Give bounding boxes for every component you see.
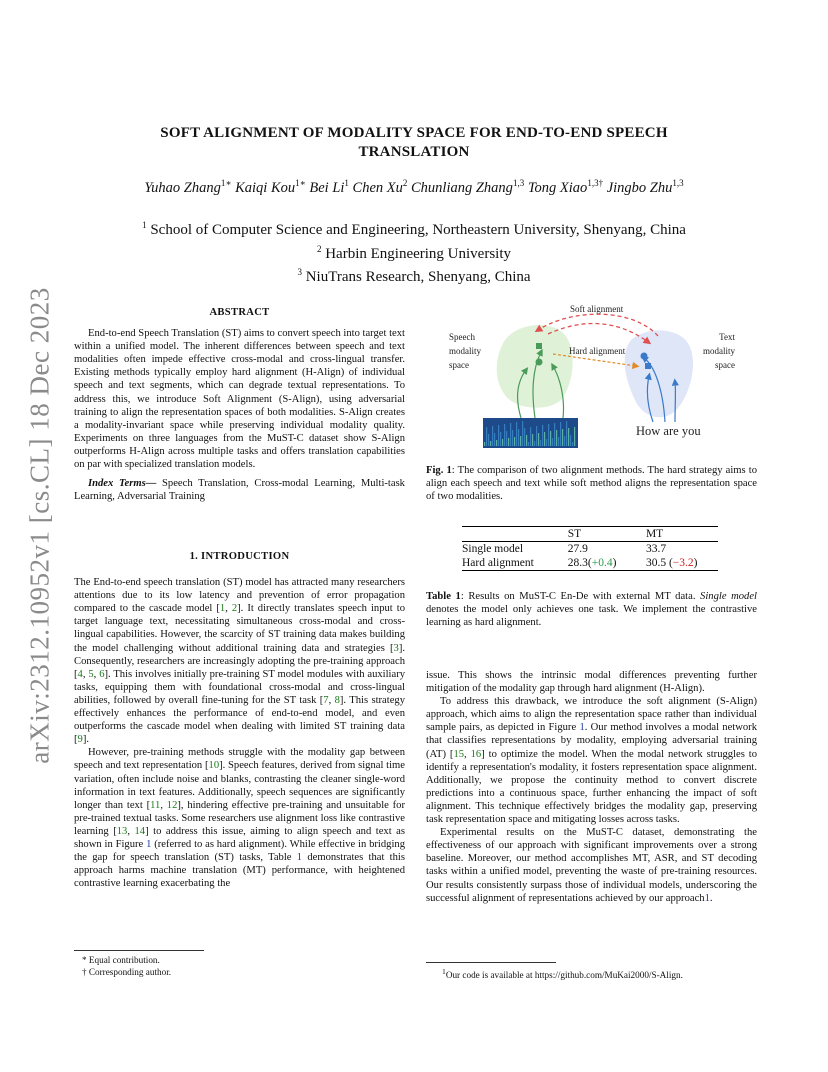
citation-link[interactable]: 10 [208,760,220,772]
spectrogram-stripe [528,442,529,446]
spectrogram-stripe [504,424,505,446]
spectrogram-stripe [566,421,567,446]
spectrogram-stripe [524,428,525,446]
citation-link[interactable]: 3 [393,642,399,654]
index-terms-text: Speech Translation, Cross-modal Learning, Multi-task Learning, Adversarial Training [74,478,405,503]
text-modality-region [625,330,693,417]
spectrogram-stripe [548,424,549,446]
footnote-text: Corresponding author. [86,967,172,977]
speech-modality-space-label [449,330,481,372]
table-row [462,556,718,571]
how-are-you-label: How are you [636,424,701,438]
citation-link[interactable]: 7 [323,694,329,706]
spectrogram-stripe [534,441,535,446]
spectrogram-stripe [572,442,573,446]
speech-spectrogram [483,418,578,448]
introduction-section [74,550,405,890]
speech-space-word: modality [449,346,481,356]
spectrogram-stripe [506,431,507,446]
affiliation-mark: 2 [316,243,322,254]
table-1-caption-text-1: : Results on MuST-C En-De with external MT data. [460,591,701,602]
affiliation-line [100,263,728,287]
speech-node-square [536,343,542,349]
spectrogram-stripe [570,435,571,446]
soft-alignment-label: Soft alignment [570,304,624,314]
citation-link[interactable]: 5 [88,668,94,680]
spectrogram-stripe [512,430,513,446]
author-list [80,178,748,197]
citation-link[interactable]: 9 [77,734,83,746]
author-name: Bei Li [309,179,345,196]
author-name: Chen Xu [352,179,403,196]
table-1-mt-cell: 30.5 (−3.2) [645,557,698,569]
table-1-st-cell: 28.3(+0.4) [567,557,617,569]
footnote-rule-left [74,950,204,951]
author-mark: 1∗ [220,178,232,188]
affiliation-text: School of Computer Science and Engineering, Northeastern University, Shenyang, China [146,222,686,238]
spectrogram-stripe [568,428,569,446]
figure-1-caption-label: Fig. 1 [426,465,452,476]
footnote-mark: † [82,967,87,977]
spectrogram-stripe [554,423,555,446]
figure-1-caption-text: : The comparison of two alignment methods. The hard strategy aims to align each speech and text while soft method aligns the representation space of two modalities. [426,465,757,503]
author-mark: 1∗ [295,178,306,188]
table-1-st-cell: 27.9 [567,543,588,555]
spectrogram-stripe [546,439,547,446]
spectrogram-stripe [574,427,575,446]
spectrogram-stripe [514,437,515,446]
table-1-body [462,542,718,571]
figure-1 [443,300,743,450]
table-1 [462,526,718,571]
spectrogram-stripe [488,434,489,446]
table-1-mt-cell: 33.7 [645,543,667,555]
intro-paragraph-2: However, pre-training methods struggle with the modality gap between speech and text representation [10]. Speech features, derived from signal time variation, often include noise and blanks, contrasting the cleaner single-word information in text features. Additionally, speech sequences are significantly longer than text [11, 12], hindering effective pre-training and unsuitable for pre-trained textual tasks. Some researchers use alignment loss like contrastive learning [13, 14] to address this issue, aiming to align speech and text as shown in Figure 1 (referred to as hard alignment). While effective in bridging the gap for speech translation (ST) tasks, Table 1 demonstrates that this approach harms machine translation (MT) performance, with heightened contrastive learning exacerbating the [74,747,405,890]
author-mark: 1,3† [587,178,604,188]
spectrogram-stripe [530,427,531,446]
footnote-right-text: Our code is available at https://github.com/MuKai2000/S-Align. [445,970,683,981]
footnote-left-line [82,954,402,966]
spectrogram-stripe [522,421,523,446]
affiliation-line [100,216,728,240]
arxiv-stamp[interactable] [20,286,60,764]
text-node-circle [641,353,648,360]
text-space-word: modality [703,346,735,356]
arxiv-stamp-text: arXiv:2312.10952v1 [cs.CL] 18 Dec 2023 [24,286,55,764]
text-space-word: Text [719,332,735,342]
table-row [462,542,718,557]
citation-link[interactable]: 15 [453,748,465,760]
citation-link[interactable]: 14 [134,825,146,837]
right-paragraph-3: Experimental results on the MuST-C dataset, demonstrating the effectiveness of our approach with significant improvements over a strong baseline. Moreover, our method accomplishes MT, ASR, and ST decoding tasks within a unified model, preventing the waste of pre-training resources. Our results consistently surpass those of individual models, underscoring the successful alignment of representations achieved by our approach1. [426,827,757,904]
spectrogram-stripe [550,431,551,446]
spectrogram-stripe [564,436,565,446]
footnotes-left [82,954,402,978]
spectrogram-stripe [484,442,485,446]
citation-link[interactable]: 8 [334,694,340,706]
right-column-body [426,669,757,905]
table-1-caption-label: Table 1 [426,591,461,602]
index-terms-label: Index Terms— [88,478,157,490]
reference-link[interactable]: 1 [296,852,303,864]
text-space-word: space [715,360,735,370]
citation-link[interactable]: 11 [150,799,161,811]
spectrogram-stripe [562,429,563,446]
spectrogram-stripe [542,425,543,446]
footnote-left-line [82,966,402,978]
affiliation-mark: 1 [142,220,147,230]
author-mark: 1,3 [672,178,684,188]
abstract-heading: ABSTRACT [209,307,270,318]
reference-link[interactable]: 1 [579,722,585,734]
introduction-heading: 1. INTRODUCTION [189,551,290,562]
spectrogram-stripe [558,437,559,446]
citation-link[interactable]: 6 [99,668,105,680]
st-delta: +0.4 [591,557,613,569]
affiliation-text: Harbin Engineering University [321,245,512,262]
speech-space-word: Speech [449,332,475,342]
spectrogram-stripe [526,435,527,446]
right-paragraph-1: issue. This shows the intrinsic modal differences preventing further mitigation of the modality gap through hard alignment (H-Align). [426,670,757,695]
table-1-caption [426,590,757,629]
figure-1-caption [426,464,757,503]
spectrogram-stripe [552,438,553,446]
author-name: Kaiqi Kou [235,179,296,196]
index-terms [74,477,405,503]
author-name: Jingbo Zhu [606,179,673,196]
spectrogram-stripe [544,432,545,446]
table-1-caption-text-2: denotes the model only achieves one task. We implement the contrastive learning as hard alignment. [426,604,757,629]
spectrogram-stripe [540,440,541,446]
speech-space-word: space [449,360,469,370]
citation-link[interactable]: 2 [231,603,238,615]
spectrogram-stripe [520,436,521,446]
spectrogram-stripe [560,422,561,446]
spectrogram-stripe [492,426,493,446]
spectrogram-stripe [532,434,533,446]
spectrogram-stripe [516,422,517,446]
text-modality-space-label [699,330,735,372]
footnote-mark: * [82,955,87,965]
footnote-rule-right [426,962,556,963]
table-1-column-header: MT [645,528,664,540]
reference-link[interactable]: 1 [146,838,152,850]
spectrogram-stripe [556,430,557,446]
citation-link[interactable]: 1 [219,603,226,615]
table-1-column-header [462,527,558,542]
citation-link[interactable]: 16 [470,748,482,760]
author-name: Yuhao Zhang [144,179,221,196]
hard-alignment-label: Hard alignment [569,346,626,356]
intro-paragraph-1: The End-to-end speech translation (ST) model has attracted many researchers attentions due to its low latency and prevention of error propagation compared to the cascade model [1, 2]. It directly translates speech input to target language text, necessitating simultaneous cross-modal and cross-lingual capabilities. However, the scarcity of ST training data makes building the model challenging without additional training data and strategies [3]. Consequently, researchers are increasingly adopting the pre-training approach [4, 5, 6]. This involves initially pre-training ST model modules with auxiliary tasks, equipping them with foundational cross-modal and cross-lingual abilities, followed by overall fine-tuning for the ST task [7, 8]. This strategy effectively enhances the performance of end-to-end model, and even outperforms the cascade model when dealing with limited ST training data [9]. [74,577,406,746]
table-1-header-row [462,527,718,542]
spectrogram-stripe [500,432,501,446]
spectrogram-stripe [498,425,499,446]
spectrogram-stripe [508,438,509,446]
spectrogram-stripe [486,427,487,446]
spectrogram-stripe [502,439,503,446]
affiliation-mark: 3 [297,267,302,277]
affiliations [100,216,728,287]
footnote-right [442,966,762,981]
citation-link[interactable]: 13 [116,825,128,837]
author-mark: 1 [344,178,349,188]
table-1-row-label: Hard alignment [462,557,534,569]
footnote-text: Equal contribution. [86,955,160,965]
author-name: Tong Xiao [527,179,588,196]
table-1-caption-emphasis: Single model [700,591,757,602]
spectrogram-stripe [490,441,491,446]
affiliation-line [100,240,728,264]
abstract-section [74,306,405,503]
right-paragraph-2: To address this drawback, we introduce the soft alignment (S-Align) approach, which aims to align the representation space rather than individual sample pairs, as depicted in Figure 1. Our method involves a modal network that classifies representations by modality, employing adversarial training (AT) [15, 16] to optimize the model. When the modal network struggles to identify a representation's modality, it fosters representation space alignment. Additionally, we propose the continuity method to convert discrete predictions into a continuous space, further enhancing the impact of soft alignment. This technique effectively bridges the modality gap, preserving task representation space and mitigating losses across tasks. [426,696,758,826]
table-1-column-header: ST [567,528,582,540]
citation-link[interactable]: 12 [166,799,178,811]
spectrogram-stripe [518,429,519,446]
spectrogram-stripe [536,426,537,446]
author-name: Chunliang Zhang [411,179,513,196]
spectrogram-stripe [496,440,497,446]
author-mark: 1,3 [512,178,525,188]
affiliation-text: NiuTrans Research, Shenyang, China [301,269,531,285]
author-mark: 2 [402,178,408,188]
reference-link[interactable]: 1 [704,892,710,904]
footnote-right-mark: 1 [442,967,446,976]
mt-delta: −3.2 [672,557,694,569]
speech-node-circle [536,359,543,366]
table-1-row-label: Single model [462,543,524,555]
spectrogram-stripe [510,423,511,446]
text-node-square [645,363,651,369]
abstract-text: End-to-end Speech Translation (ST) aims to convert speech into target text within a unified model. The inherent differences between speech and text modalities often impede effective cross-modal and cross-lingual transfer. Existing methods typically employ hard alignment (H-Align) of individual speech and text segments, which can degrade textual representations. To address this, we introduce Soft Alignment (S-Align), using adversarial training to align the representation spaces of both modalities. S-Align creates a modality-invariant space while preserving individual modality quality. Experiments on three languages from the MuST-C dataset show S-Align outperforms H-Align across multiple tasks and offers translation capabilities on par with specialized translation models. [74,328,405,471]
paper-title: SOFT ALIGNMENT OF MODALITY SPACE FOR END-TO-END SPEECH TRANSLATION [160,125,668,160]
spectrogram-stripe [538,433,539,446]
spectrogram-stripe [494,433,495,446]
speech-modality-region [497,325,573,408]
citation-link[interactable]: 4 [77,668,83,680]
